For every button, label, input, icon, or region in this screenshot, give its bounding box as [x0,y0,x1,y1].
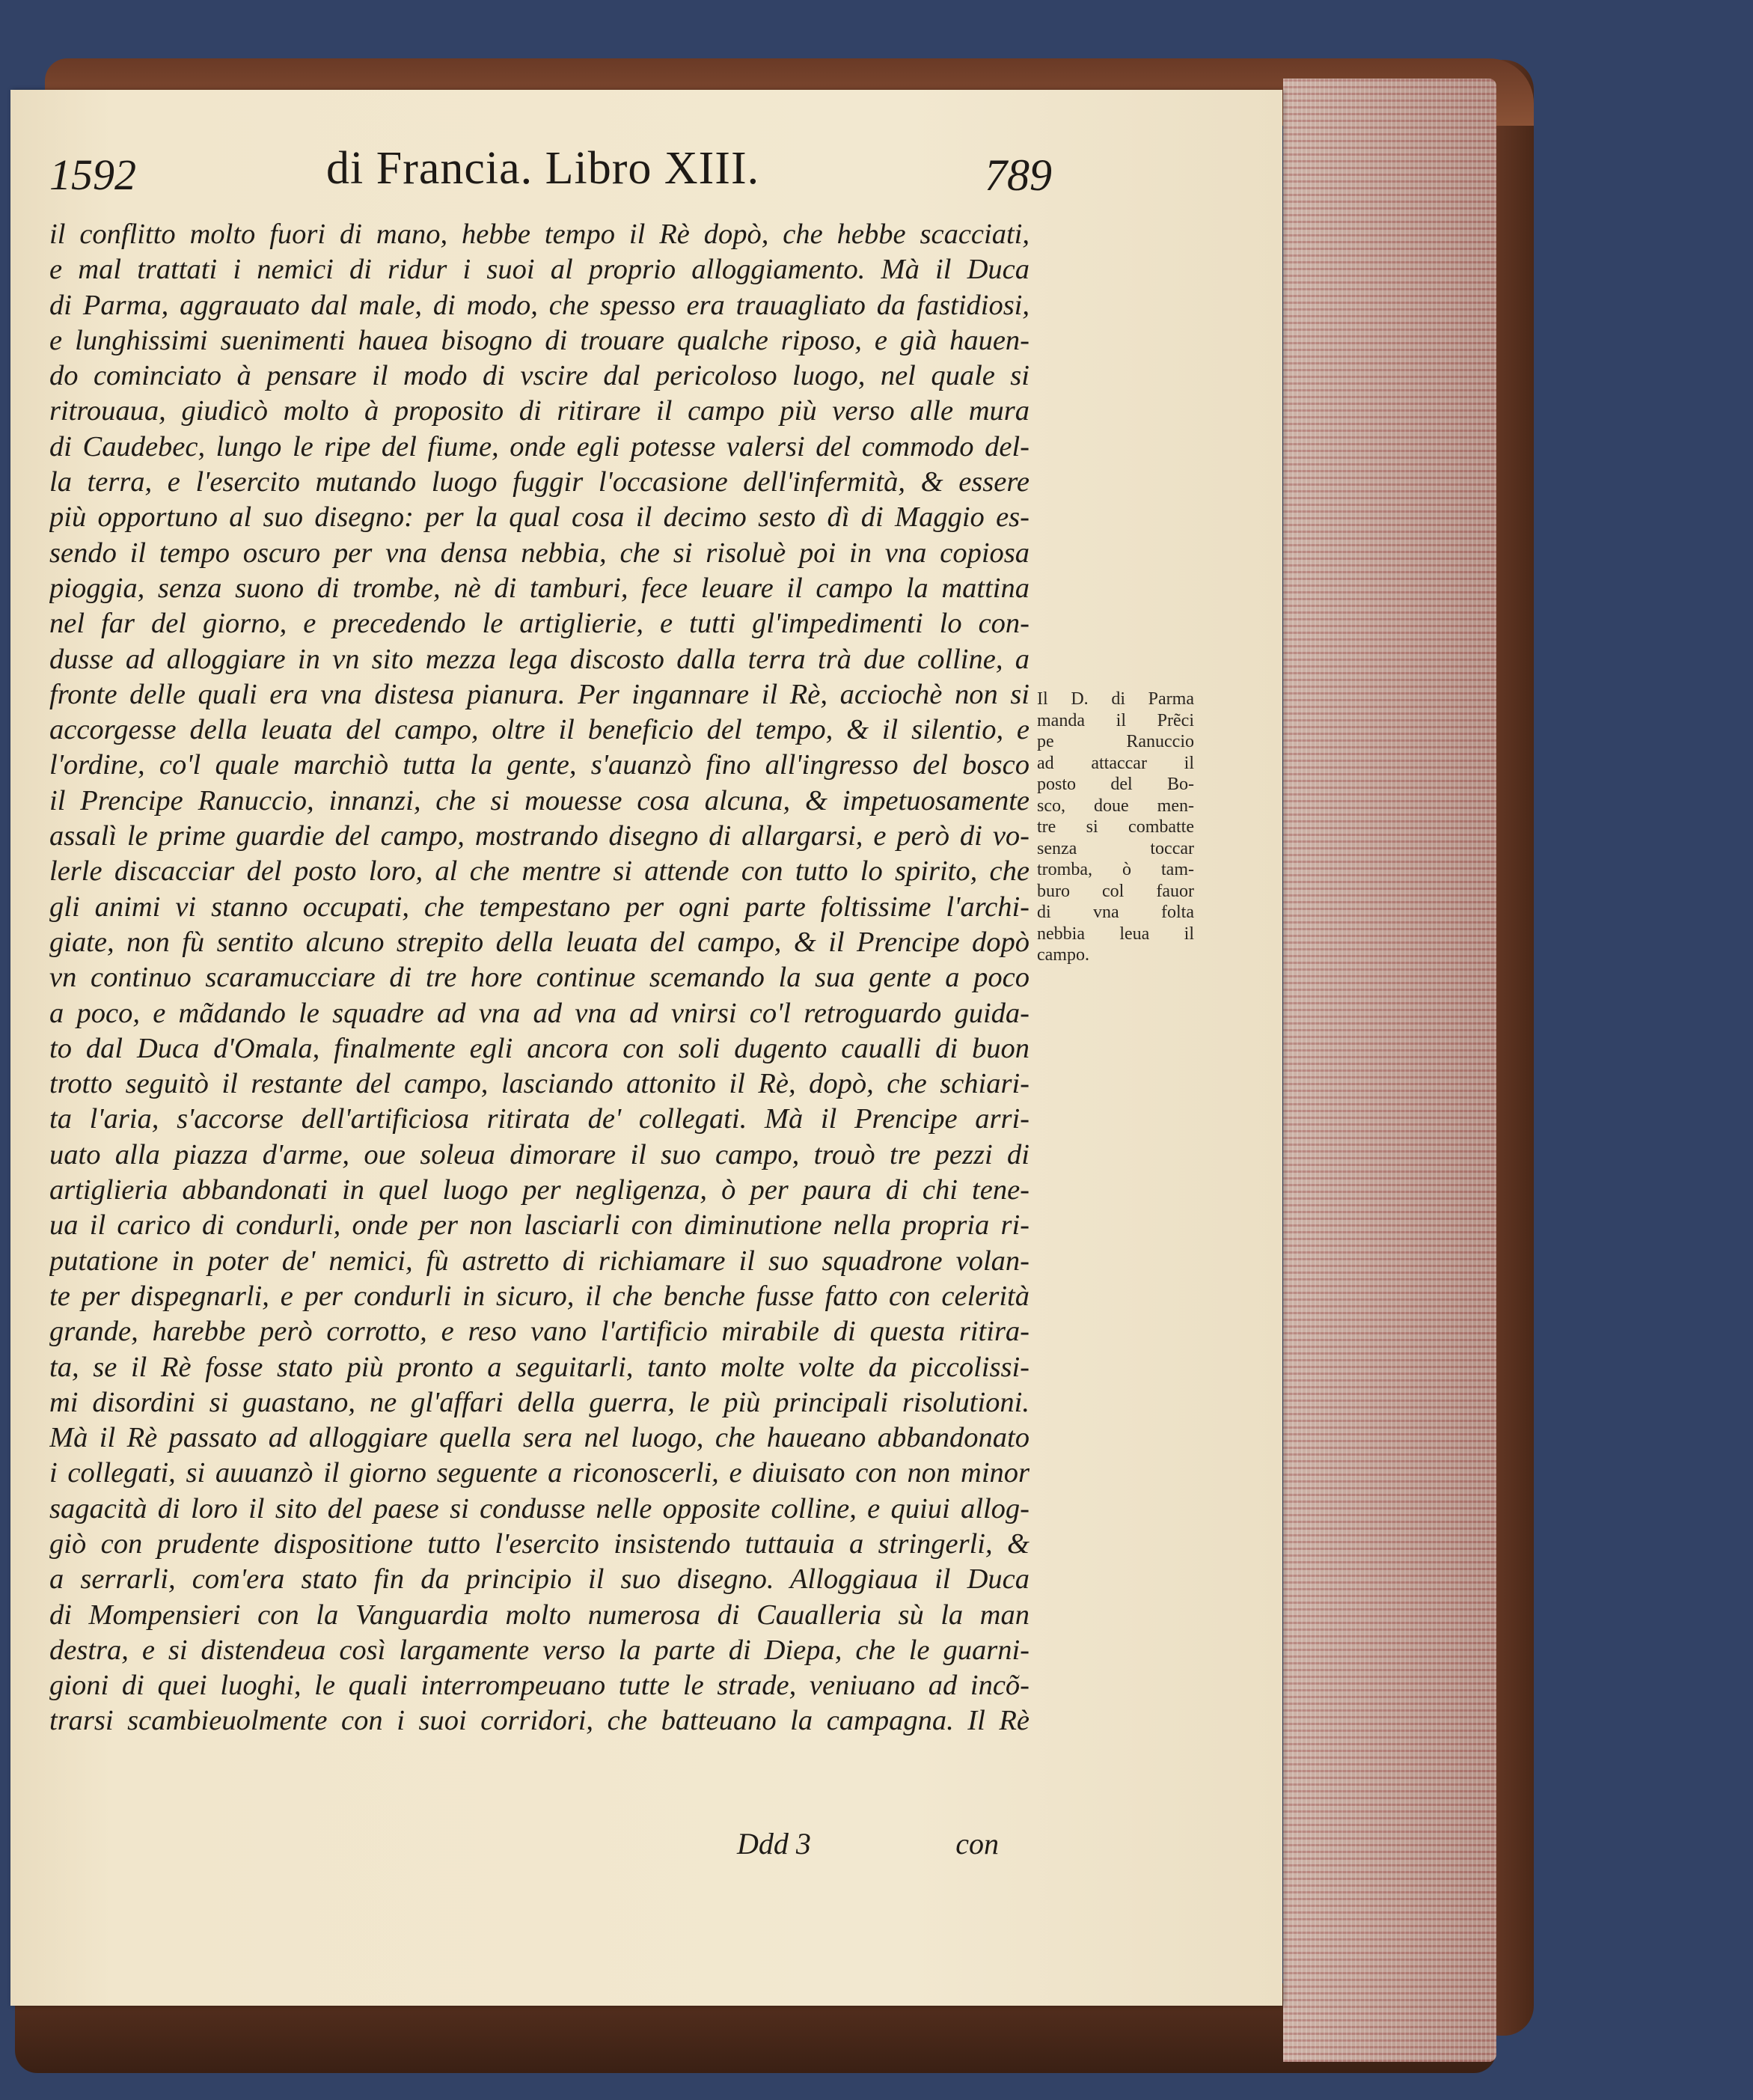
catchword: con [955,1827,999,1861]
marginal-note-line: manda il Prẽci [1037,710,1194,730]
text-line: i collegati, si auuanzò il giorno seguente a riconoscerli, e diuisato con non minor [49,1457,1030,1489]
text-line: il conflitto molto fuori di mano, hebbe tempo il Rè dopò, che hebbe scacciati, [49,219,1030,250]
text-line: gioni di quei luoghi, le quali interrompeuano tutte le strade, veniuano ad incõ- [49,1670,1030,1702]
body-text [49,217,1030,1739]
text-line: putatione in poter de' nemici, fù astretto di richiamare il suo squadrone volan- [49,1245,1030,1277]
text-line: pioggia, senza suono di trombe, nè di tamburi, fece leuare il campo la mattina [49,572,1030,604]
text-line: giate, non fù sentito alcuno strepito della leuata del campo, & il Prencipe dopò [49,926,1030,958]
text-line: lerle discacciar del posto loro, al che mentre si attende con tutto lo spirito, che [49,855,1030,888]
page-header [49,142,1052,210]
text-line: to dal Duca d'Omala, finalmente egli ancora con soli dugento caualli di buon [49,1032,1030,1064]
text-line: a serrarli, com'era stato fin da principio il suo disegno. Alloggiaua il Duca [49,1563,1030,1596]
text-line: di Caudebec, lungo le ripe del fiume, onde egli potesse valersi del commodo del- [49,430,1030,463]
text-line: te per dispegnarli, e per condurli in sicuro, il che benche fusse fatto con celerità [49,1280,1030,1312]
signature-mark: Ddd 3 [737,1827,811,1861]
marginal-note-line: tre si combatte [1037,817,1194,837]
text-line: trarsi scambieuolmente con i suoi corridori, che batteuano la campagna. Il Rè [49,1705,1030,1737]
marginal-note-line: campo. [1037,945,1089,965]
text-line: ua il carico di condurli, onde per non lasciarli con diminutione nella propria ri- [49,1209,1030,1242]
page-fore-edge [1283,79,1496,2062]
page-number: 789 [985,150,1052,200]
marginal-note-line: buro col fauor [1037,881,1194,901]
marginal-note-line: posto del Bo- [1037,775,1194,794]
text-line: il Prencipe Ranuccio, innanzi, che si mouesse cosa alcuna, & impetuosamente [49,784,1030,817]
text-line: e lunghissimi suenimenti hauea bisogno di trouare qualche riposo, e già hauen- [49,324,1030,356]
text-line: uato alla piazza d'arme, oue soleua dimorare il suo campo, trouò tre pezzi di [49,1138,1030,1170]
text-line: giò con prudente dispositione tutto l'esercito insistendo tuttauia a stringerli, & [49,1527,1030,1560]
marginal-note-line: di vna folta [1037,903,1194,922]
text-line: di Mompensieri con la Vanguardia molto numerosa di Caualleria sù la man [49,1599,1030,1631]
marginal-note-line: ad attaccar il [1037,753,1194,773]
text-line: ta, se il Rè fosse stato più pronto a seguitarli, tanto molte volte da piccolissi- [49,1351,1030,1383]
text-line: la terra, e l'esercito mutando luogo fuggir l'occasione dell'infermità, & essere [49,466,1030,498]
header-year: 1592 [49,150,136,199]
text-line: artiglieria abbandonati in quel luogo per negligenza, ò per paura di chi tene- [49,1174,1030,1206]
text-line: destra, e si distendeua così largamente verso la parte di Diepa, che le guarni- [49,1634,1030,1666]
text-line: gli animi vi stanno occupati, che tempestano per ogni parte foltissime l'archi- [49,891,1030,923]
text-line: nel far del giorno, e precedendo le artiglierie, e tutti gl'impedimenti lo con- [49,608,1030,640]
text-line: trotto seguitò il restante del campo, lasciando attonito il Rè, dopò, che schiari- [49,1068,1030,1100]
marginal-note-line: nebbia leua il [1037,924,1194,944]
text-line: sendo il tempo oscuro per vna densa nebbia, che si risoluè poi in vna copiosa [49,537,1030,569]
running-title: di Francia. Libro XIII. [326,143,760,194]
text-line: dusse ad alloggiare in vn sito mezza lega discosto dalla terra trà due colline, a [49,643,1030,675]
text-line: ritrouaua, giudicò molto à proposito di ritirare il campo più verso alle mura [49,395,1030,427]
text-line: l'ordine, co'l quale marchiò tutta la gente, s'auanzò fino all'ingresso del bosco [49,749,1030,781]
marginal-note-line: pe Ranuccio [1037,732,1194,751]
text-line: mi disordini si guastano, ne gl'affari della guerra, le più principali risolutioni. [49,1386,1030,1418]
marginal-note-line: sco, doue men- [1037,796,1194,816]
text-line: più opportuno al suo disegno: per la qual cosa il decimo sesto dì di Maggio es- [49,501,1030,534]
marginal-note-line: tromba, ò tam- [1037,860,1194,879]
text-line: ta l'aria, s'accorse dell'artificiosa ritirata de' collegati. Mà il Prencipe arri- [49,1103,1030,1135]
marginal-note [1037,689,1194,966]
text-line: vn continuo scaramucciare di tre hore continue scemando la sua gente a poco [49,962,1030,994]
text-line: e mal trattati i nemici di ridur i suoi al proprio alloggiamento. Mà il Duca [49,254,1030,286]
text-line: fronte delle quali era vna distesa pianura. Per ingannare il Rè, acciochè non si [49,678,1030,710]
text-line: grande, harebbe però corrotto, e reso vano l'artificio mirabile di questa ritira- [49,1316,1030,1348]
marginal-note-line: senza toccar [1037,838,1194,858]
text-line: do cominciato à pensare il modo di vscire dal pericoloso luogo, nel quale si [49,360,1030,392]
text-line: sagacità di loro il sito del paese si condusse nelle opposite colline, e quiui allog- [49,1492,1030,1524]
text-line: Mà il Rè passato ad alloggiare quella sera nel luogo, che haueano abbandonato [49,1422,1030,1454]
marginal-note-line: Il D. di Parma [1037,689,1194,709]
text-line: di Parma, aggrauato dal male, di modo, che spesso era trauagliato da fastidiosi, [49,289,1030,321]
text-line: accorgesse della leuata del campo, oltre il beneficio del tempo, & il silentio, e [49,714,1030,746]
footer-catchline [737,1826,999,1864]
text-line: a poco, e mãdando le squadre ad vna ad vna ad vnirsi co'l retroguardo guida- [49,997,1030,1029]
text-line: assalì le prime guardie del campo, mostrando disegno di allargarsi, e però di vo- [49,820,1030,852]
